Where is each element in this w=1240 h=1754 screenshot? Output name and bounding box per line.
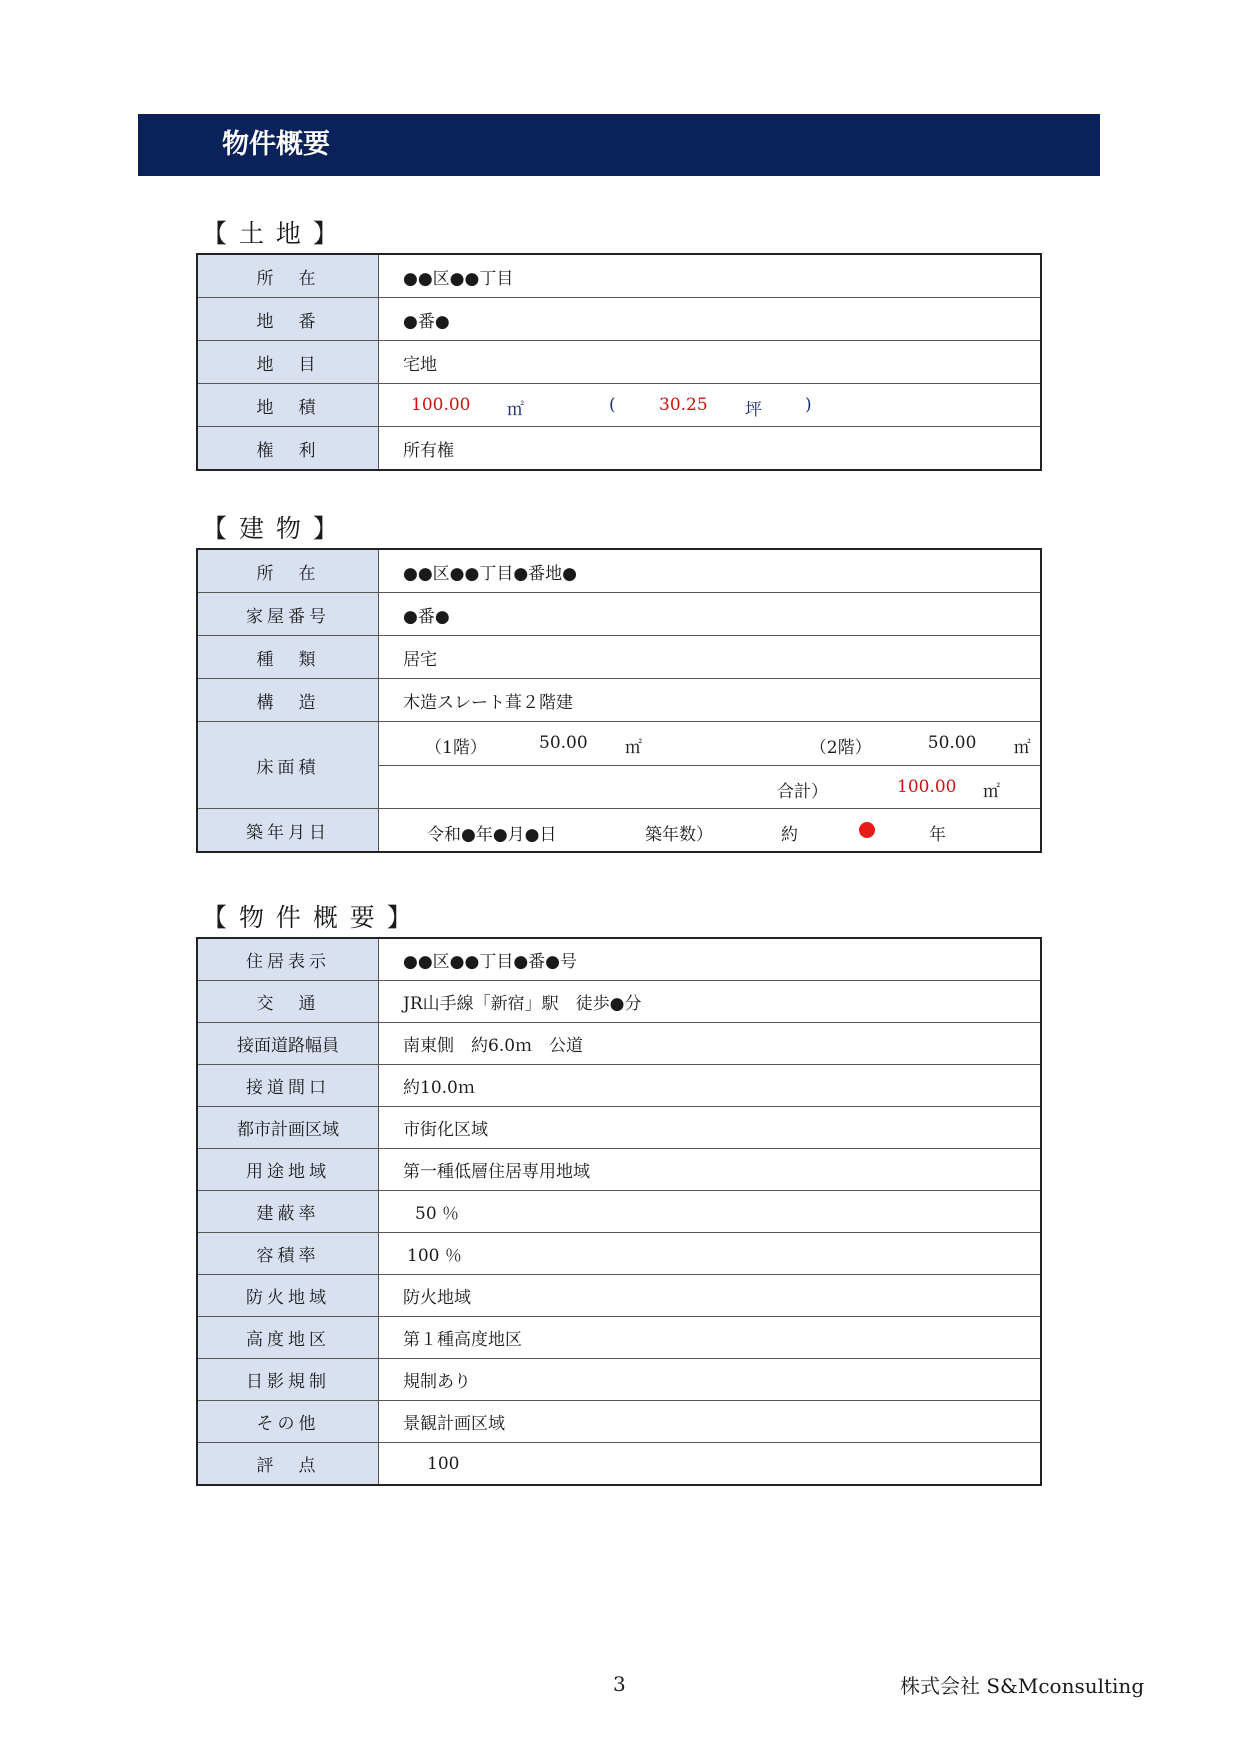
built-date: 令和●年●月●日 [427,825,557,845]
row-label: 築年月日 [197,809,379,853]
age-marker-dot-icon [859,822,875,838]
table-row [197,1359,1041,1401]
land-area-cell [379,384,1042,427]
row-value: 景観計画区域 [379,1401,1042,1443]
row-label: 防火地域 [197,1275,379,1317]
row-label: 地 番 [197,298,379,341]
area-sqm-unit: ㎡ [507,400,524,420]
floor-total-label: 合計） [777,781,828,802]
table-row [197,1149,1041,1191]
page-title-banner [138,114,1100,176]
row-label: 住居表示 [197,938,379,981]
floor-total-cell [379,765,1042,809]
floor-1-unit: ㎡ [625,738,642,759]
floor-total-value: 100.00 [897,776,957,797]
row-value: 100 ％ [379,1233,1042,1275]
page-title: 物件概要 [222,129,330,160]
floor-2-unit: ㎡ [1013,738,1031,759]
row-label: 高度地区 [197,1317,379,1359]
row-value: 約10.0ｍ [379,1065,1042,1107]
floor-1-value: 50.00 [539,733,588,754]
building-table [196,548,1042,853]
row-value: ●●区●●丁目●番地● [379,549,1042,593]
row-label: 容積率 [197,1233,379,1275]
table-row [197,341,1041,384]
table-row [197,722,1041,766]
row-label: 構 造 [197,679,379,722]
land-table [196,253,1042,471]
row-label: 接道間口 [197,1065,379,1107]
row-label: 用途地域 [197,1149,379,1191]
row-value: 宅地 [379,341,1042,384]
row-label: 所 在 [197,254,379,298]
overview-heading: 【 物 件 概 要 】 [202,903,414,932]
row-label: 建蔽率 [197,1191,379,1233]
company-name: 株式会社 S&Mconsulting [900,1674,1145,1698]
row-label: 地 積 [197,384,379,427]
row-value: 規制あり [379,1359,1042,1401]
row-value: 南東側 約6.0ｍ 公道 [379,1023,1042,1065]
area-open-paren: ( [609,395,616,415]
row-value: ●番● [379,298,1042,341]
row-label: 地 目 [197,341,379,384]
area-sqm: 100.00 [411,395,471,415]
row-label: 床面積 [197,722,379,809]
built-age-label: 築年数） [645,825,713,845]
row-label: 交 通 [197,981,379,1023]
built-approx: 約 [781,825,798,845]
row-label: 権 利 [197,427,379,471]
table-row [197,1443,1041,1486]
table-row [197,636,1041,679]
row-value: 第１種高度地区 [379,1317,1042,1359]
built-date-cell [379,809,1042,853]
table-row [197,1107,1041,1149]
table-row [197,1023,1041,1065]
row-value: ●●区●●丁目●番●号 [379,938,1042,981]
area-tsubo: 30.25 [659,395,708,415]
row-label: 日影規制 [197,1359,379,1401]
table-row [197,427,1041,471]
floor-1-cell [379,722,710,766]
floor-total-unit: ㎡ [983,781,1000,802]
floor-2-label: （2階） [809,738,872,759]
table-row [197,1275,1041,1317]
row-value: ●●区●●丁目 [379,254,1042,298]
table-row [197,298,1041,341]
table-row [197,593,1041,636]
row-value: 第一種低層住居専用地域 [379,1149,1042,1191]
table-row [197,1191,1041,1233]
table-row [197,1401,1041,1443]
floor-2-value: 50.00 [927,733,977,754]
overview-table [196,937,1042,1486]
table-row [197,809,1041,853]
row-value: 100 [379,1443,1042,1486]
row-label: 都市計画区域 [197,1107,379,1149]
row-label: 接面道路幅員 [197,1023,379,1065]
building-heading: 【 建 物 】 [202,514,340,543]
row-label: 家屋番号 [197,593,379,636]
floor-1-label: （1階） [425,738,487,759]
table-row [197,384,1041,427]
row-value: JR山手線「新宿」駅 徒歩●分 [379,981,1042,1023]
row-label: 評 点 [197,1443,379,1486]
table-row [197,254,1041,298]
area-tsubo-unit: 坪 [745,400,762,420]
table-row [197,549,1041,593]
row-value: 市街化区域 [379,1107,1042,1149]
built-year-unit: 年 [929,825,946,845]
page-number: 3 [613,1672,626,1696]
table-row [197,1233,1041,1275]
floor-2-cell [710,722,1041,766]
row-label: 所 在 [197,549,379,593]
table-row [197,938,1041,981]
table-row [197,679,1041,722]
land-heading: 【 土 地 】 [202,219,340,248]
row-value: ●番● [379,593,1042,636]
row-label: その他 [197,1401,379,1443]
table-row [197,1065,1041,1107]
row-label: 種 類 [197,636,379,679]
row-value: 50 ％ [379,1191,1042,1233]
area-close-paren: ) [805,395,812,415]
row-value: 木造スレート葺２階建 [379,679,1042,722]
row-value: 所有権 [379,427,1042,471]
table-row [197,1317,1041,1359]
table-row [197,981,1041,1023]
row-value: 居宅 [379,636,1042,679]
row-value: 防火地域 [379,1275,1042,1317]
